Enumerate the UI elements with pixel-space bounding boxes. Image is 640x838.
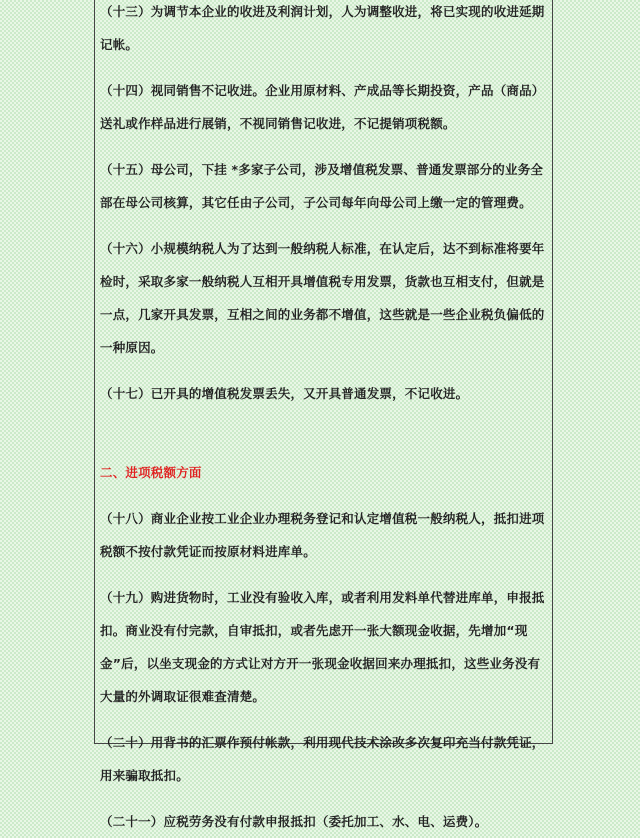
paragraph-21: （二十一）应税劳务没有付款申报抵扣（委托加工、水、电、运费）。 <box>100 814 488 829</box>
paragraph-17: （十七）已开具的增值税发票丢失，又开具普通发票，不记收进。 <box>100 386 469 401</box>
paragraph-16: （十六）小规模纳税人为了达到一般纳税人标准，在认定后，达不到标准将要年检时，采取多家一般纳税人互相开具增值税专用发票，货款也互相支付，但就是一点，几家开具发票，互相之间的业务都不增值，这些就是一些企业税负偏低的一种原因。 <box>100 241 545 355</box>
paragraph-19: （十九）购进货物时，工业没有验收入库，或者利用发料单代替进库单，申报抵扣。商业没有付完款，自审抵扣，或者先虑开一张大额现金收据，先增加“现金”后，以坐支现金的方式让对方开一张现金收据回来办理抵扣，这些业务没有大量的外调取证很难查清楚。 <box>100 590 545 704</box>
paragraph-20: （二十）用背书的汇票作预付帐款，利用现代技术涂改多次复印充当付款凭证，用来骗取抵扣。 <box>100 735 545 783</box>
document-body <box>100 0 550 838</box>
paragraph-13: （十三）为调节本企业的收进及利润计划，人为调整收进，将已实现的收进延期记帐。 <box>100 4 545 52</box>
section-heading-input-tax: 二、进项税额方面 <box>100 465 202 480</box>
paragraph-14: （十四）视同销售不记收进。企业用原材料、产成品等长期投资，产品（商品）送礼或作样品进行展销，不视同销售记收进，不记提销项税额。 <box>100 83 545 131</box>
paragraph-18: （十八）商业企业按工业企业办理税务登记和认定增值税一般纳税人，抵扣进项税额不按付款凭证而按原材料进库单。 <box>100 511 545 559</box>
paragraph-15: （十五）母公司，下挂 *多家子公司，涉及增值税发票、普通发票部分的业务全部在母公司核算，其它任由子公司，子公司每年向母公司上缴一定的管理费。 <box>100 162 544 210</box>
